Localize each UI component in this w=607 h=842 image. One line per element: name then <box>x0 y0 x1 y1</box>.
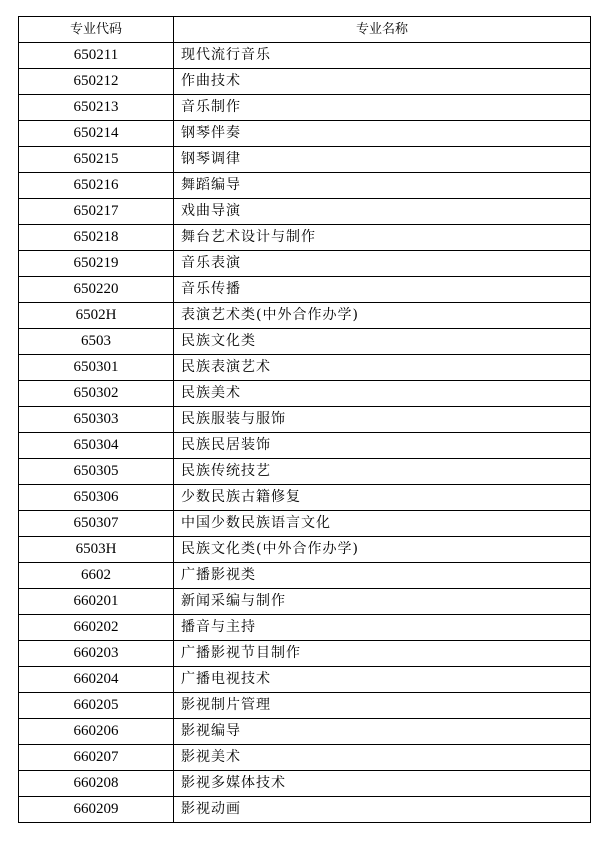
table-row <box>19 589 591 615</box>
table-row <box>19 797 591 823</box>
major-name-cell: 作曲技术 <box>174 69 591 95</box>
major-code-cell: 650217 <box>19 199 174 225</box>
table-row <box>19 485 591 511</box>
major-code-cell: 650220 <box>19 277 174 303</box>
major-name-cell: 影视制片管理 <box>174 693 591 719</box>
major-code-cell: 660206 <box>19 719 174 745</box>
major-code-cell: 650211 <box>19 43 174 69</box>
table-row <box>19 173 591 199</box>
major-name-cell: 钢琴调律 <box>174 147 591 173</box>
major-name-cell: 表演艺术类(中外合作办学) <box>174 303 591 329</box>
table-row <box>19 355 591 381</box>
major-name-cell: 现代流行音乐 <box>174 43 591 69</box>
major-name-cell: 民族民居装饰 <box>174 433 591 459</box>
major-code-cell: 650302 <box>19 381 174 407</box>
table-row <box>19 641 591 667</box>
major-name-cell: 民族表演艺术 <box>174 355 591 381</box>
major-name-cell: 舞蹈编导 <box>174 173 591 199</box>
table-row <box>19 69 591 95</box>
major-code-cell: 660209 <box>19 797 174 823</box>
major-name-cell: 民族服装与服饰 <box>174 407 591 433</box>
major-name-cell: 影视编导 <box>174 719 591 745</box>
table-row <box>19 329 591 355</box>
major-name-cell: 影视动画 <box>174 797 591 823</box>
major-name-cell: 播音与主持 <box>174 615 591 641</box>
table-row <box>19 147 591 173</box>
table-row <box>19 537 591 563</box>
table-row <box>19 693 591 719</box>
table-row <box>19 225 591 251</box>
major-code-cell: 6503 <box>19 329 174 355</box>
major-name-cell: 民族文化类 <box>174 329 591 355</box>
major-code-cell: 660208 <box>19 771 174 797</box>
major-code-cell: 650301 <box>19 355 174 381</box>
table-row <box>19 433 591 459</box>
major-code-cell: 650215 <box>19 147 174 173</box>
major-code-cell: 650218 <box>19 225 174 251</box>
major-name-cell: 音乐传播 <box>174 277 591 303</box>
major-code-cell: 650303 <box>19 407 174 433</box>
major-name-cell: 舞台艺术设计与制作 <box>174 225 591 251</box>
major-name-cell: 新闻采编与制作 <box>174 589 591 615</box>
major-name-cell: 广播影视类 <box>174 563 591 589</box>
header-major-name: 专业名称 <box>174 17 591 43</box>
major-name-cell: 影视多媒体技术 <box>174 771 591 797</box>
table-row <box>19 407 591 433</box>
major-name-cell: 音乐表演 <box>174 251 591 277</box>
table-row <box>19 771 591 797</box>
table-header-row <box>19 17 591 43</box>
major-code-cell: 660204 <box>19 667 174 693</box>
table-row <box>19 459 591 485</box>
major-name-cell: 影视美术 <box>174 745 591 771</box>
major-code-cell: 650304 <box>19 433 174 459</box>
table-row <box>19 251 591 277</box>
major-name-cell: 广播影视节目制作 <box>174 641 591 667</box>
major-code-cell: 6503H <box>19 537 174 563</box>
major-name-cell: 中国少数民族语言文化 <box>174 511 591 537</box>
major-code-cell: 660202 <box>19 615 174 641</box>
table-row <box>19 615 591 641</box>
major-code-cell: 650216 <box>19 173 174 199</box>
table-row <box>19 199 591 225</box>
major-code-cell: 650219 <box>19 251 174 277</box>
major-code-cell: 650306 <box>19 485 174 511</box>
major-code-cell: 650305 <box>19 459 174 485</box>
major-name-cell: 民族传统技艺 <box>174 459 591 485</box>
major-name-cell: 民族文化类(中外合作办学) <box>174 537 591 563</box>
major-code-cell: 660203 <box>19 641 174 667</box>
table-body <box>19 43 591 823</box>
table-row <box>19 95 591 121</box>
major-code-cell: 660201 <box>19 589 174 615</box>
major-code-cell: 650213 <box>19 95 174 121</box>
major-code-cell: 650307 <box>19 511 174 537</box>
table-row <box>19 719 591 745</box>
major-name-cell: 少数民族古籍修复 <box>174 485 591 511</box>
major-code-cell: 6602 <box>19 563 174 589</box>
table-row <box>19 303 591 329</box>
table-row <box>19 381 591 407</box>
major-name-cell: 民族美术 <box>174 381 591 407</box>
table-row <box>19 563 591 589</box>
major-code-cell: 650212 <box>19 69 174 95</box>
header-major-code: 专业代码 <box>19 17 174 43</box>
table-row <box>19 667 591 693</box>
table-row <box>19 511 591 537</box>
major-table <box>18 16 591 823</box>
major-code-cell: 650214 <box>19 121 174 147</box>
major-name-cell: 广播电视技术 <box>174 667 591 693</box>
table-row <box>19 745 591 771</box>
major-code-cell: 660207 <box>19 745 174 771</box>
table-row <box>19 277 591 303</box>
table-row <box>19 43 591 69</box>
major-code-cell: 660205 <box>19 693 174 719</box>
major-name-cell: 音乐制作 <box>174 95 591 121</box>
major-name-cell: 钢琴伴奏 <box>174 121 591 147</box>
major-name-cell: 戏曲导演 <box>174 199 591 225</box>
major-code-cell: 6502H <box>19 303 174 329</box>
table-row <box>19 121 591 147</box>
